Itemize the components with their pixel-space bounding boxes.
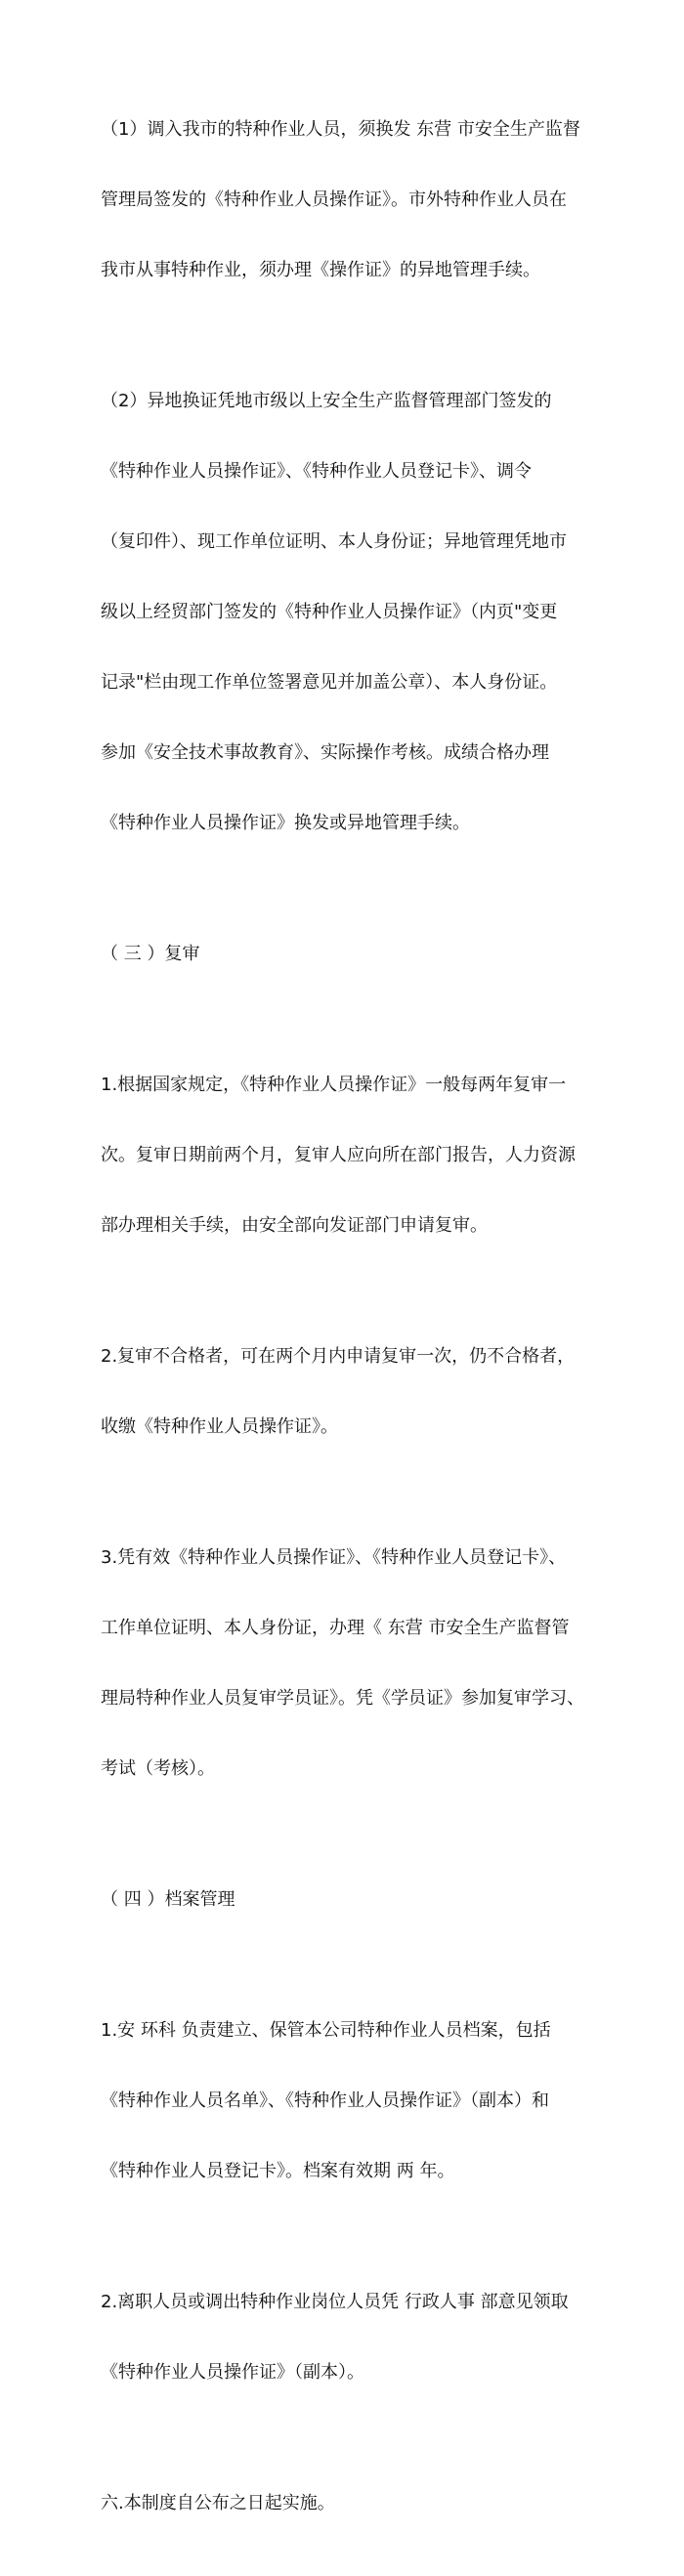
text-line: 1.根据国家规定，《特种作业人员操作证》一般每两年复审一 [101, 1075, 567, 1095]
paragraph-effective [101, 2445, 589, 2562]
text-line: 《特种作业人员操作证》换发或异地管理手续。 [101, 813, 470, 833]
paragraph-remote-exchange [101, 343, 589, 882]
paragraph-archive-2 [101, 2244, 589, 2431]
paragraph-review-2 [101, 1298, 589, 1486]
text-line: 考试（考核）。 [101, 1758, 215, 1779]
text-line: 记录"栏由现工作单位签署意见并加盖公章）、本人身份证。 [101, 672, 558, 693]
text-line: 《特种作业人员登记卡》。档案有效期 两 年。 [101, 2161, 455, 2181]
heading-text: （ 三 ）复审 [101, 944, 200, 964]
text-line: （复印件）、现工作单位证明、本人身份证；异地管理凭地市 [101, 531, 567, 552]
text-line: 《特种作业人员操作证》、《特种作业人员登记卡》、调令 [101, 461, 532, 482]
section-heading-archive [101, 1841, 589, 1959]
paragraph-review-1 [101, 1027, 589, 1285]
text-line: （2）异地换证凭地市级以上安全生产监督管理部门签发的 [101, 391, 552, 411]
heading-text: （ 四 ）档案管理 [101, 1889, 235, 1910]
paragraph-archive-1 [101, 1972, 589, 2230]
text-line: 理局特种作业人员复审学员证》。凭《学员证》参加复审学习、 [101, 1688, 584, 1709]
document-body [101, 71, 589, 2576]
text-line: （1）调入我市的特种作业人员，须换发 东营 市安全生产监督 [101, 119, 580, 140]
paragraph-transfer-in [101, 71, 589, 329]
text-line: 3.凭有效《特种作业人员操作证》、《特种作业人员登记卡》、 [101, 1547, 567, 1568]
text-line: 2.复审不合格者，可在两个月内申请复审一次，仍不合格者， [101, 1346, 576, 1367]
text-line: 部办理相关手续，由安全部向发证部门申请复审。 [101, 1215, 488, 1236]
text-line: 六.本制度自公布之日起实施。 [101, 2493, 335, 2513]
text-line: 次。复审日期前两个月，复审人应向所在部门报告，人力资源 [101, 1145, 576, 1165]
text-line: 级以上经贸部门签发的《特种作业人员操作证》（内页"变更 [101, 602, 558, 622]
text-line: 1.安 环科 负责建立、保管本公司特种作业人员档案，包括 [101, 2020, 551, 2041]
text-line: 我市从事特种作业，须办理《操作证》的异地管理手续。 [101, 260, 540, 280]
text-line: 工作单位证明、本人身份证，办理《 东营 市安全生产监督管 [101, 1618, 570, 1638]
text-line: 收缴《特种作业人员操作证》。 [101, 1416, 338, 1437]
section-heading-review [101, 896, 589, 1013]
paragraph-review-3 [101, 1499, 589, 1828]
text-line: 《特种作业人员操作证》（副本）。 [101, 2362, 364, 2383]
text-line: 参加《安全技术事故教育》、实际操作考核。成绩合格办理 [101, 742, 549, 763]
text-line: 管理局签发的《特种作业人员操作证》。市外特种作业人员在 [101, 190, 567, 210]
text-line: 《特种作业人员名单》、《特种作业人员操作证》（副本）和 [101, 2090, 549, 2111]
text-line: 2.离职人员或调出特种作业岗位人员凭 行政人事 部意见领取 [101, 2292, 569, 2312]
